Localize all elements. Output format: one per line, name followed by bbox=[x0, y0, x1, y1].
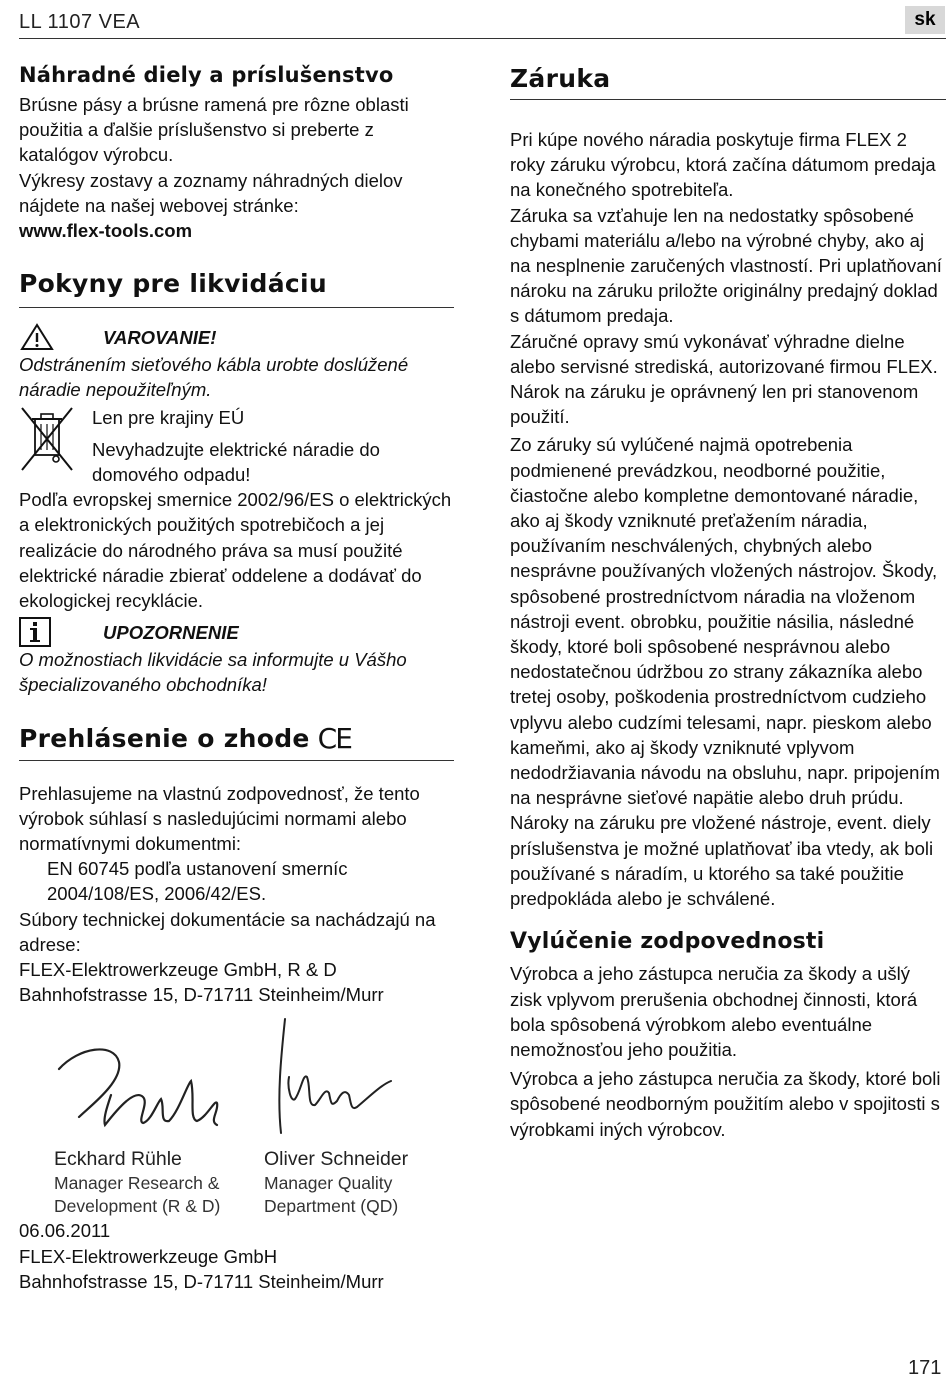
signer-1 bbox=[19, 1147, 234, 1218]
note-label: UPOZORNENIE bbox=[103, 621, 239, 643]
conformity-text-2: Súbory technickej dokumentácie sa nachádzajú na adrese: bbox=[19, 908, 436, 955]
eu-only-label: Len pre krajiny EÚ bbox=[92, 406, 245, 428]
note-text: O možnostiach likvidácie sa informujte u Vášho špecializovaného obchodníka! bbox=[19, 649, 407, 696]
signer-2-name: Oliver Schneider bbox=[264, 1148, 409, 1171]
conformity-standard: EN 60745 podľa ustanovení smerníc 2004/108/ES, 2006/42/ES. bbox=[47, 858, 348, 905]
signature-schneider bbox=[279, 1019, 391, 1133]
left-column bbox=[19, 62, 454, 1294]
warning-triangle-icon bbox=[19, 322, 59, 352]
signature-images bbox=[19, 1007, 454, 1147]
signer-2-role-2: Department (QD) bbox=[264, 1196, 399, 1217]
spare-parts-title: Náhradné diely a príslušenstvo bbox=[19, 63, 394, 87]
weee-row bbox=[19, 405, 454, 488]
eu-disposal-text: Nevyhadzujte elektrické náradie do domového odpadu! bbox=[92, 438, 380, 486]
warranty-text-1: Pri kúpe nového náradia poskytuje firma FLEX 2 roky záruku výrobcu, ktorá začína dátumom predaja na konečného spotrebiteľa. bbox=[510, 129, 936, 201]
liability-section bbox=[510, 929, 946, 1141]
liability-title: Vylúčenie zodpovednosti bbox=[510, 929, 825, 955]
spare-parts-section bbox=[19, 62, 454, 243]
page-number: 171 bbox=[908, 1357, 942, 1379]
signature-ruehle bbox=[59, 1050, 217, 1126]
warranty-section bbox=[510, 62, 946, 911]
warning-text: Odstránením sieťového kábla urobte doslúžené náradie nepoužiteľným. bbox=[19, 354, 409, 401]
warranty-title: Záruka bbox=[510, 64, 611, 93]
spare-parts-text-2: Výkresy zostavy a zoznamy náhradných dielov nájdete na našej webovej stránke: bbox=[19, 169, 403, 216]
conformity-heading bbox=[19, 722, 454, 756]
note-row bbox=[19, 617, 454, 647]
disposal-section bbox=[19, 267, 454, 697]
warning-row bbox=[19, 322, 454, 352]
conformity-date: 06.06.2011 bbox=[19, 1220, 111, 1242]
warning-label: VAROVANIE! bbox=[103, 326, 217, 348]
conformity-text-1: Prehlasujeme na vlastnú zodpovednosť, že tento výrobok súhlasí s nasledujúcimi normami alebo normatívnymi dokumentmi: bbox=[19, 782, 420, 855]
conformity-section bbox=[19, 722, 454, 1294]
header-divider bbox=[19, 38, 946, 39]
signer-1-role-1: Manager Research & bbox=[54, 1173, 220, 1194]
weee-text bbox=[92, 405, 454, 488]
warranty-text-3: Záručné opravy smú vykonávať výhradne dielne alebo servisné strediská, autorizované firmou FLEX. Nárok na záruku je oprávnený len pri stanovenom použití. bbox=[510, 330, 938, 428]
signer-2 bbox=[234, 1147, 444, 1218]
warranty-title-rule bbox=[510, 99, 946, 100]
liability-text-2: Výrobca a jeho zástupca neručia za škody, ktoré boli spôsobené neodborným použitím alebo v spojitosti s výrobkami iných výrobcov. bbox=[510, 1068, 941, 1140]
spare-parts-text-1: Brúsne pásy a brúsne ramená pre rôzne oblasti použitia a ďalšie príslušenstvo si preberte z katalógov výrobcu. bbox=[19, 94, 409, 166]
warranty-text-2: Záruka sa vzťahuje len na nedostatky spôsobené chybami materiálu a/lebo na výrobné chyby, ako aj na nesplnenie zaručených vlastností. Pri uplatňovaní nároku na záruku priložte originálny predajný doklad s dátumom predaja. bbox=[510, 204, 942, 327]
signer-1-role-2: Development (R & D) bbox=[54, 1196, 221, 1217]
signatures bbox=[19, 1007, 454, 1147]
liability-text-1: Výrobca a jeho zástupca neručia za škody a ušlý zisk vplyvom prerušenia obchodnej činnosti, ktorá bola spôsobená výrobkom alebo eventuálne nemožnosťou jeho použitia. bbox=[510, 963, 918, 1060]
signer-list bbox=[19, 1147, 454, 1218]
warranty-text-4: Zo záruky sú vylúčené najmä opotrebenia podmienené prevádzkou, neodborné použitie, čiastočne alebo kompletne demontované náradie, ako aj škody vzniknuté preťažením náradia, používaním neschválených, chybných alebo nesprávne používaných vložených nástrojov. Škody, spôsobené prostredníctvom náradia na vloženom nástroji event. obrobku, použitie násilia, následné škody, ktoré boli spôsobené nesprávnou alebo nedostatečnou údržbou zo strany zákazníka alebo tretej osoby, poškodenia prostredníctvom cudzieho vplyvu alebo cudzími telesami, napr. pieskom alebo kameňmi, ako aj škody vzniknuté vplyvom nedodržiavania návodu na obsluhu, napr. pripojením na nesprávne sieťové napätie alebo druh prúdu. Nároky na záruku pre vložené nástroje, event. diely príslušenstva je možné uplatňovať iba vtedy, ak boli používané s náradím, u ktorého sa také použitie predpokláda alebo je schválené. bbox=[510, 434, 940, 910]
crossed-bin-icon bbox=[19, 405, 75, 473]
directive-text: Podľa evropskej smernice 2002/96/ES o elektrických a elektronických použitých spotrebičoch a jej realizácie do národného práva sa musí použité elektrické náradie zbierať oddelene a dodávať do ekologickej recyklácie. bbox=[19, 489, 452, 612]
signer-1-name: Eckhard Rühle bbox=[54, 1148, 182, 1171]
info-icon bbox=[19, 617, 59, 647]
document-model-header: LL 1107 VEA bbox=[19, 11, 141, 33]
conformity-address-2: Bahnhofstrasse 15, D-71711 Steinheim/Murr bbox=[19, 984, 384, 1006]
ce-mark-icon: CE bbox=[317, 721, 351, 755]
conformity-company-address: Bahnhofstrasse 15, D-71711 Steinheim/Murr bbox=[19, 1270, 384, 1292]
website-link[interactable]: www.flex-tools.com bbox=[19, 220, 193, 242]
disposal-title: Pokyny pre likvidáciu bbox=[19, 269, 327, 299]
right-column bbox=[510, 62, 946, 1142]
disposal-title-rule bbox=[19, 307, 454, 308]
conformity-title-rule bbox=[19, 760, 454, 761]
language-badge: sk bbox=[905, 6, 945, 34]
signer-2-role-1: Manager Quality bbox=[264, 1173, 393, 1194]
conformity-title: Prehlásenie o zhode bbox=[19, 723, 310, 753]
conformity-address-1: FLEX-Elektrowerkzeuge GmbH, R & D bbox=[19, 959, 337, 981]
conformity-company: FLEX-Elektrowerkzeuge GmbH bbox=[19, 1245, 278, 1267]
